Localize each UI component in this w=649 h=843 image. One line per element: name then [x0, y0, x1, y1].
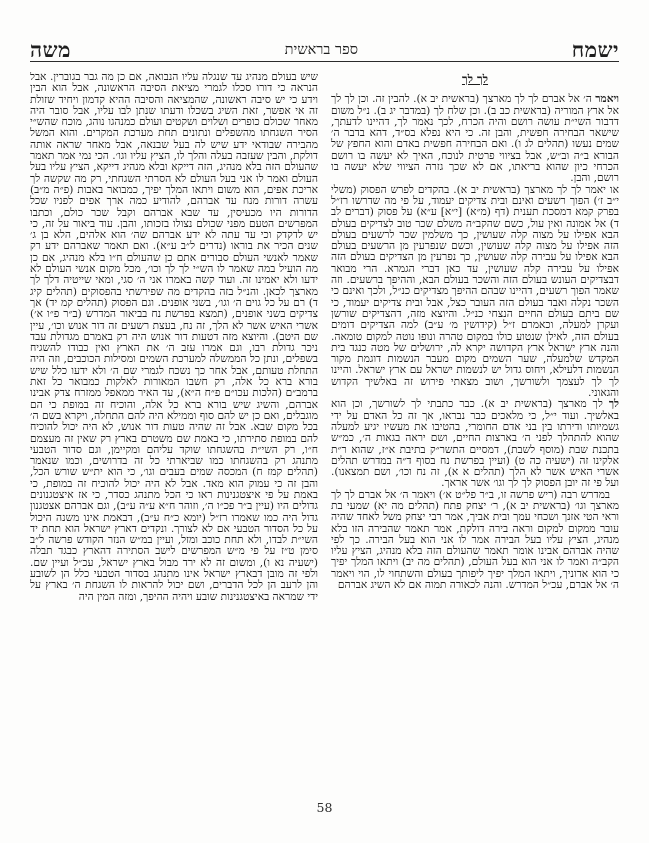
sefer-title-right: ישמח	[571, 37, 619, 62]
paragraph	[331, 185, 619, 400]
paragraph-text: לך מארצך (בראשית יב א). כבר כתבתי לך לשורשך, וכן הוא באלשיך. ועוד י״ל, כי מלאכים כבר נבראו, אך זה כל האדם על ידי גשמיותו ודירתו בין בני אדם החומרי, בהטיבו את מעשיו יגיע למעלה שהוא להתהלך לפני ה׳ בארצות החיים, ושם יראה בגאות ה׳, כמ״ש בתכנת שבת (מוסף לשבת), דמסיים התשר״ק בתיבת א״ז, שהוא ר״ת אלקינו זה (ישעיה כה ט) (ועיין בפרשת נח בסוף ד״ה במדרש תהלים אשרי האיש אשר לא הלך (תהלים א א), זה נח וכו׳, ושם תמצאנו). ועל פי זה יובן הפסוק לך לך וגו׳ אשר אראך.	[331, 398, 619, 490]
text-columns	[30, 72, 619, 772]
book-title-center: ספר בראשית	[284, 41, 358, 58]
left-column	[30, 72, 318, 772]
sefer-title-left: משה	[30, 37, 71, 62]
page-number: 58	[316, 800, 333, 815]
paragraph	[331, 94, 619, 184]
right-column	[331, 72, 619, 772]
paragraph	[331, 399, 619, 489]
continuation-paragraph: שיש בעולם מנהיג עד שנגלה עליו הנבואה, אם כן מה גבר בגוברין. אבל הנראה כי דורו סכלו לגמרי מציאת הסיבה הראשונה, אבל הוא הבין וידע כי יש סיבה ראשונה, שהמציאה והסיבה ההיא קדמון ויחיד שזולת זה אי אפשר, זאת השיג בשכלו ודעתו שנתן לבו עליו, אבל סובר היה מאחר שכולם כופרים ושלוים ושקטים ועולם כמנהגו נוהג, מוכח שהש״י הסיר השגחתו מהשפלים ונתונים תחת מערכת המקרים. והוא המשל מהבירה שבודאי ידע שיש לה בעל שבנאה, אבל מאחר שראה אותה דולקת, והבין שעזבה בעלה והלך לו, הציץ עליו וגו׳. הכי נמי אמר תאמר שהעולם הזה בלא מנהיג, הזה דייקא ובלא מנהיג דייקא, הציץ עליו בעל העולם ואמר לו אני בעל העולם לא הסרתי השגחתי, רק מה שקשה לך אריכת אפים, הוא משום ויתאו המלך יפיך, כמבואר באבות (פ״ה מ״ב) עשרה דורות מנח עד אברהם, להודיע כמה ארך אפים לפניו שכל הדורות היו מכעיסין, עד שבא אברהם וקבל שכר כולם, וכתבו המפרשים הטעם מפני שכולם נצולו בזכותו, והבן. עוד ביאור על זה, כי יש לדקדק וכי עד עתה לא ידע אברהם שה׳ הוא אלהים, הלא בן ג׳ שנים הכיר את בוראו (נדרים ל״ב ע״א). ואם תאמר שאברהם ידע רק שאמר לאנשי העולם סבורים אתם כן שהעולם ח״ו בלא מנהיג, אם כן מה הועיל במה שאמר לו הש״י לך לך וכו׳, מכל מקום אנשי העולם לא ידעו ולא יאמינו זה. ועוד קשה באמרו אני ה׳ סגי, ומאי שייטיה דלך לך מארצך לכאן. והנ״ל בזה בהקדים מה שפירשתי בהפסוקים (תהלים קיג ד) רם על כל גוים ה׳ וגו׳, בשני אופנים. וגם הפסוק (תהלים קמ יד) אך צדיקים בשני אופנים, (תמצא בפרשת נח בביאור המדרש (ב״ר פ״ו א׳) אשרי האיש אשר לא הלך, זה נח, בעצת רשעים זה דור אנוש וכו׳, עיין שם היטב). והיוצא מזה דטעות דור אנוש היה רק באמרם מגדולת עבד ניכר גדולת רבו, וגם אמרו עזב ה׳ את הארץ ואין כבודו להשגיח בשפלים, ונתן כל הממשלה למערכת השמים ומסילות הכוכבים, וזה היה התחלת טעותם, אבל אחר כך נשכח לגמרי שם ה׳ ולא ידעו כלל שיש בורא ברא כל אלה, רק חשבו המאורות לאלקות כמבואר כל זאת ברמב״ם (הלכות עכו״ם פ״ח ה״א), עד האיר ממאפל ממזרח צדק אבינו אברהם, והשיג שיש בורא ברא כל אלה, והוכיח זה במופת כי הם מוגבלים, ואם כן יש להם סוף וממילא היה להם התחלה, ויקרא בשם ה׳ בכל מקום שבא. אבל זה שהיה טעות דור אנוש, לא היה יכול להוכיח להם במופת סתירתו, כי באמת שם משטרם בארץ רק שאין זה מעצמם ח״ו, רק השי״ת בהשגחתו שוקד עליהם ומקיימן, וגם סדור הטבעי מתנהג רק בהשגחתו כמו שביארתי כל זה בדרושים, וכמו שנאמר (תהלים קמז ח) המכסה שמים בעבים וגו׳, כי הוא ית״ש שורש הכל, והבן זה כי עמוק הוא מאד. אבל לא היה יכול להוכיח זה במופת, כי באמת על פי איצטגנינות ראו כי הכל מתנהג כסדר, כי אז איצטגנונים גדולים היו (עיין ב״ר פכ״ו ה׳, וזוהר ח״א ע״ה ע״ב), וגם אברהם אצטגנון גדול היה כמו שאמרו רז״ל (יומא כ״ח ע״ב), דבאמת אינו משנה היכול על כל הסדור הטבעי אם לא לצורך. ונקדים דארץ ישראל הוא תחת יד השי״ת לבדו, ולא תחת כוכב ומזל, ועיין במ״ש הנזר הקודש פרשה ל״ב סימן ט״ז על פי מ״ש המפרשים לישב הסתירה דהארץ כבגד תבלה (ישעיה נא ו), ומשום זה לא ירד מבול בארץ ישראל, עכ״ל ועיין שם. ולפי זה מובן דבארץ ישראל אינו מתנהג בסדור הטבעי כלל הן לשובע והן לרעב הן לכל הדברים, ושם יכול להראות לו השגחת ה׳ בארץ על ידי שמראה באיצטגנינות שובע ויהיה ההיפך, ומזה המין היה	[30, 72, 318, 603]
paragraph-text: ה׳ אל אברם לך לך מארצך (בראשית יב א). להבין זה. וכן לך לך אל ארץ המוריה (בראשית כב ב). וכן שלח לך (במדבר יג ב). נ״ל משום דדבור השי״ת עושה רושם והיה הכרח, לכך נאמר לך, דהיינו לדעתך, שישאר הבחירה חפשית, והבן זה. כי היא נפלא בס״ד, דהא בדבר ה׳ שמים נעשו (תהלים לג ו). ואם הבחירה חפשית באדם והוא החפץ של הבורא ב״ה וב״ש, אבל בציווי פרטית לנוכח, האיך לא יעשה בו רושם הכרחי כיון שהוא בריאתו, אם לא שכך גזרה הציווי שלא יעשה בו רושם, והבן.	[331, 93, 619, 185]
paragraph	[331, 490, 619, 592]
paragraph-text: או יאמר לך לך מארצך (בראשית יב א). בהקדים לפרש הפסוק (משלי י״ב ז׳) הפוך רשעים ואינם ובית צדיקים יעמוד, על פי מה שדרשו רז״ל בפרק קמא דמסכת תענית (דף (מ״א) [י״א] ע״א) על פסוק (דברים לב ד) אל אמונה ואין עול, כשם שהקב״ה משלם שכר טוב לצדיקים בעולם הבא אפילו על מצוה קלה שעושין, כך משלמין שכר לרשעים בעולם הזה אפילו על מצוה קלה שעושין, וכשם שנפרעין מן הרשעים בעולם הבא אפילו על עבירה קלה שעושין, כך נפרעין מן הצדיקים בעולם הזה אפילו על עבירה קלה שעושין, עד כאן דברי הגמרא. הרי מבואר דבצדיקים העונש בעולם הזה והשכר בעולם הבא, וההיפך ברשעים. וזה שאמר הפוך רשעים, דהיינו שבהם ההיפך מצדיקים כנ״ל, ולכך ואינם כי השכר נקלה ואבד בעולם הזה העובר כצל, אבל ובית צדיקים יעמוד, כי שם ביתם בעולם החיים הנצחי כנ״ל. והיוצא מזה, דהצדיקים שורשן ועקרן למעלה, וכאמרם ז״ל (קידושין מ׳ ע״ב) למה הצדיקים דומים בעולם הזה, לאילן שנטוע כולו במקום טהרה ונופו נוטה למקום טומאה. והנה ארץ ישראל ארץ הקדושה יקרא לה, ירושלים של מטה כנגד בית המקדש שלמעלה, שער השמים מקום מעבר הנשמות דוגמת מקור הנשמות דלעילא, ויחוס גדול יש לנשמות ישראל עם ארץ ישראל. והיינו לך לך לעצמך ולשורשך, ושוב מצאתי פירוש זה באלשיך הקדוש והגאוני.	[331, 183, 619, 400]
paragraph-lead: ויאמר	[595, 93, 619, 106]
paragraph-text: במדרש רבה (ריש פרשה זו, ב״ר פל״ט א׳) ויאמר ה׳ אל אברם לך לך מארצך וגו׳ (בראשית יב א), ר׳ יצחק פתח (תהלים מה יא) שמעי בת וראי הטי אזנך ושכחי עמך ובית אביך, אמר רבי יצחק משל לאחד שהיה עובר ממקום למקום וראה בירה דולקת, אמר תאמר שהבירה הזו בלא מנהיג, הציץ עליו בעל הבירה אמר לו אני הוא בעל הבירה. כך לפי שהיה אברהם אבינו אומר תאמר שהעולם הזה בלא מנהיג, הציץ עליו הקב״ה ואמר לו אני הוא בעל העולם, (תהלים מה יב) ויתאו המלך יפיך כי הוא אדוניך, ויתאו המלך יפיך ליפותך בעולם והשתחוי לו, הוי ויאמר ה׳ אל אברם, עכ״ל המדרש. והנה לכאורה תמוה אם לא השיג אברהם	[331, 488, 619, 592]
parsha-title: לך לך	[461, 72, 489, 86]
page-header	[30, 30, 619, 62]
paragraph-lead: לך	[608, 398, 619, 411]
